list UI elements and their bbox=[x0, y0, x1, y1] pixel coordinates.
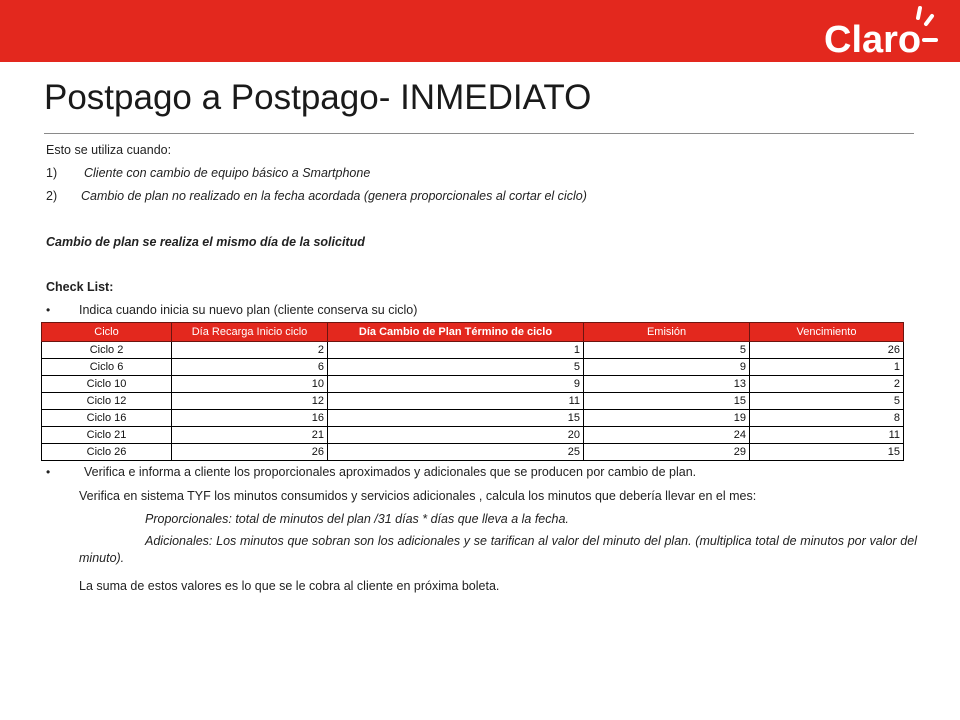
table-cell: 9 bbox=[584, 359, 750, 376]
table-cell: 5 bbox=[584, 342, 750, 359]
title-divider bbox=[44, 133, 914, 134]
checklist-item: Indica cuando inicia su nuevo plan (cliente conserva su ciclo) bbox=[79, 303, 418, 317]
table-cell: 20 bbox=[328, 427, 584, 444]
table-cell: 24 bbox=[584, 427, 750, 444]
proporcionales-note: Proporcionales: total de minutos del plan /31 días * días que lleva a la fecha. bbox=[145, 512, 569, 526]
table-cell: 8 bbox=[750, 410, 904, 427]
table-cell: 11 bbox=[750, 427, 904, 444]
table-row bbox=[42, 359, 904, 376]
table-cell: 25 bbox=[328, 444, 584, 461]
column-header: Vencimiento bbox=[750, 323, 904, 342]
suma-note: La suma de estos valores es lo que se le cobra al cliente en próxima boleta. bbox=[79, 579, 500, 593]
column-header: Día Recarga Inicio ciclo bbox=[172, 323, 328, 342]
claro-logo bbox=[820, 4, 940, 60]
table-cell: 15 bbox=[750, 444, 904, 461]
table-cell: 15 bbox=[328, 410, 584, 427]
reason-number: 2) bbox=[46, 189, 58, 203]
checklist-item: Verifica e informa a cliente los proporcionales aproximados y adicionales que se producen por cambio de plan. bbox=[84, 465, 697, 479]
column-header: Día Cambio de Plan Término de ciclo bbox=[328, 323, 584, 342]
table-cell: Ciclo 10 bbox=[42, 376, 172, 393]
table-cell: 21 bbox=[172, 427, 328, 444]
table-cell: Ciclo 16 bbox=[42, 410, 172, 427]
table-cell: 26 bbox=[750, 342, 904, 359]
table-header-row bbox=[42, 323, 904, 342]
column-header: Ciclo bbox=[42, 323, 172, 342]
brand-header-bar bbox=[0, 0, 960, 62]
highlight-note: Cambio de plan se realiza el mismo día de la solicitud bbox=[46, 235, 365, 249]
table-cell: 26 bbox=[172, 444, 328, 461]
table-cell: Ciclo 6 bbox=[42, 359, 172, 376]
table-cell: 5 bbox=[328, 359, 584, 376]
reason-text: Cliente con cambio de equipo básico a Smartphone bbox=[84, 166, 371, 180]
table-cell: 9 bbox=[328, 376, 584, 393]
intro-text: Esto se utiliza cuando: bbox=[46, 143, 172, 157]
table-cell: 6 bbox=[172, 359, 328, 376]
reason-text: Cambio de plan no realizado en la fecha acordada (genera proporcionales al cortar el ciclo) bbox=[81, 189, 587, 203]
checklist-title: Check List: bbox=[46, 280, 114, 294]
table-row bbox=[42, 427, 904, 444]
table-cell: 10 bbox=[172, 376, 328, 393]
table-row bbox=[42, 444, 904, 461]
column-header: Emisión bbox=[584, 323, 750, 342]
reason-number: 1) bbox=[46, 166, 58, 180]
table-cell: 1 bbox=[328, 342, 584, 359]
table-cell: 12 bbox=[172, 393, 328, 410]
table-cell: 5 bbox=[750, 393, 904, 410]
table-cell: 16 bbox=[172, 410, 328, 427]
verify-instruction: Verifica en sistema TYF los minutos consumidos y servicios adicionales , calcula los minutos que debería llevar en el mes: bbox=[79, 489, 757, 503]
table-cell: 13 bbox=[584, 376, 750, 393]
table-row bbox=[42, 342, 904, 359]
table-cell: Ciclo 26 bbox=[42, 444, 172, 461]
page-title: Postpago a Postpago- INMEDIATO bbox=[44, 78, 592, 117]
table-cell: 2 bbox=[750, 376, 904, 393]
table-cell: 1 bbox=[750, 359, 904, 376]
svg-text:Claro: Claro bbox=[824, 19, 922, 60]
table-row bbox=[42, 376, 904, 393]
table-cell: 11 bbox=[328, 393, 584, 410]
adicionales-note: Adicionales: Los minutos que sobran son los adicionales y se tarifican al valor del minuto del plan. (multiplica total de minutos por valor del minuto). bbox=[79, 534, 917, 565]
table-cell: Ciclo 12 bbox=[42, 393, 172, 410]
table-row bbox=[42, 410, 904, 427]
table-cell: 29 bbox=[584, 444, 750, 461]
table-cell: Ciclo 2 bbox=[42, 342, 172, 359]
bullet-icon: • bbox=[46, 465, 51, 479]
cycle-table bbox=[41, 322, 904, 461]
table-cell: 15 bbox=[584, 393, 750, 410]
table-cell: Ciclo 21 bbox=[42, 427, 172, 444]
table-row bbox=[42, 393, 904, 410]
table-cell: 2 bbox=[172, 342, 328, 359]
bullet-icon: • bbox=[46, 303, 51, 317]
table-cell: 19 bbox=[584, 410, 750, 427]
